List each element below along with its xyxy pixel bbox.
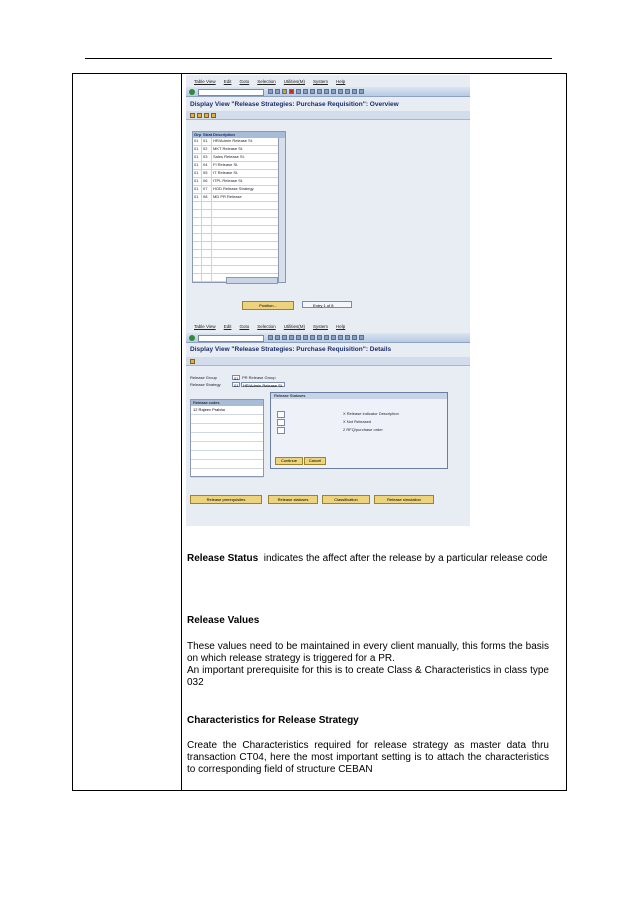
menu-bar [186, 79, 470, 85]
status-mark: X [343, 411, 346, 416]
menu-system[interactable]: System [312, 79, 328, 84]
back-icon[interactable] [275, 89, 280, 94]
release-values-text-1: These values need to be maintained in every client manually, this forms the basis on which release strategy is triggered for a PR. [187, 641, 549, 664]
table-row[interactable] [193, 162, 285, 170]
details-title: Display View "Release Strategies: Purchase Requisition": Details [190, 346, 392, 353]
shortcut-icon[interactable] [352, 335, 357, 340]
release-status-paragraph [187, 553, 549, 565]
back-icon[interactable] [275, 335, 280, 340]
column-divider [181, 74, 182, 790]
release-strategy-description: HR/Admin Release St. [243, 383, 284, 388]
release-strategy-grid [192, 131, 286, 283]
release-values-heading: Release Values [187, 615, 260, 626]
standard-toolbar [186, 87, 470, 97]
find-icon[interactable] [303, 335, 308, 340]
table-row-empty[interactable] [191, 469, 263, 478]
table-row-empty[interactable] [191, 460, 263, 469]
table-row-empty[interactable] [193, 258, 285, 266]
table-row[interactable] [193, 186, 285, 194]
cell-grp: 01 [193, 194, 202, 201]
release-statuses-dialog [270, 392, 448, 469]
cell-strat: 08 [202, 194, 212, 201]
status-row [343, 419, 371, 424]
table-row-empty[interactable] [191, 442, 263, 451]
menu-selection[interactable]: Selection [257, 324, 276, 329]
last-page-icon[interactable] [338, 89, 343, 94]
menu-help[interactable]: Help [336, 324, 346, 329]
cell-description: HOD Release Strategy [212, 186, 285, 193]
characteristics-text: Create the Characteristics required for release strategy as master data thru transaction CT04, here the most important setting is to attach the characteristics to corresponding field of structure CEBAN [187, 740, 549, 775]
cell-description: IT Release St. [212, 170, 285, 177]
application-toolbar [186, 111, 470, 120]
menu-utilities[interactable]: Utilities(M) [283, 79, 305, 84]
table-row-empty[interactable] [191, 433, 263, 442]
cell-grp: 01 [193, 178, 202, 185]
table-row-empty[interactable] [193, 242, 285, 250]
menu-goto[interactable]: Goto [239, 79, 250, 84]
cell-grp: 01 [193, 170, 202, 177]
find-icon[interactable] [303, 89, 308, 94]
menu-help[interactable]: Help [336, 79, 346, 84]
print-list-icon[interactable] [211, 113, 216, 118]
cell-grp: 01 [193, 162, 202, 169]
cell-description: HR/Admin Release St. [212, 138, 285, 145]
menu-goto[interactable]: Goto [239, 324, 250, 329]
cell-grp: 01 [193, 146, 202, 153]
print-icon[interactable] [296, 335, 301, 340]
command-field[interactable] [198, 335, 264, 342]
release-strategy-field[interactable]: 01 [234, 383, 239, 388]
table-row[interactable] [193, 178, 285, 186]
release-simulation-button[interactable]: Release simulation [374, 495, 434, 504]
first-page-icon[interactable] [317, 89, 322, 94]
exit-icon[interactable] [282, 89, 287, 94]
release-group-label: Release Group [190, 375, 217, 380]
release-codes-table [190, 399, 264, 477]
cell-strat: 04 [202, 162, 212, 169]
cell-grp: 01 [193, 154, 202, 161]
cell-strat: 03 [202, 154, 212, 161]
cell-strat: 01 [202, 138, 212, 145]
cell-grp: 01 [193, 138, 202, 145]
exit-icon[interactable] [282, 335, 287, 340]
table-row[interactable] [193, 170, 285, 178]
checkbox-icon[interactable] [277, 411, 285, 418]
col-description[interactable]: Description [213, 132, 236, 137]
menu-bar-details [186, 324, 470, 330]
prev-page-icon[interactable] [324, 89, 329, 94]
table-row-empty[interactable] [193, 250, 285, 258]
menu-table-view[interactable]: Table View [194, 324, 216, 329]
next-page-icon[interactable] [331, 89, 336, 94]
characteristics-heading: Characteristics for Release Strategy [187, 715, 359, 726]
release-status-text: indicates the affect after the release by a particular release code [263, 553, 548, 564]
release-values-text-2: An important prerequisite for this is to create Class & Characteristics in class type 032 [187, 665, 549, 688]
table-row-empty[interactable] [193, 234, 285, 242]
find-next-icon[interactable] [310, 89, 315, 94]
toolbar-icons [268, 89, 364, 94]
cell-description: MKT Release St. [212, 146, 285, 153]
table-row[interactable] [193, 194, 285, 202]
details-icon[interactable] [190, 113, 195, 118]
table-row[interactable] [193, 154, 285, 162]
enter-icon[interactable] [189, 89, 195, 95]
cancel-icon[interactable] [289, 89, 294, 94]
cell-grp: 01 [193, 186, 202, 193]
first-page-icon[interactable] [317, 335, 322, 340]
standard-toolbar-details [186, 333, 470, 343]
help-icon[interactable] [359, 335, 364, 340]
release-group-field[interactable]: 01 [234, 376, 239, 381]
sap-screenshot [186, 75, 470, 526]
vertical-scrollbar[interactable] [278, 138, 285, 282]
status-text: Release indicator Description [346, 411, 399, 416]
new-session-icon[interactable] [345, 89, 350, 94]
cell-description: Sales Release St. [212, 154, 285, 161]
application-toolbar-details [186, 357, 470, 366]
cell-strat: 05 [202, 170, 212, 177]
cell-strat: 02 [202, 146, 212, 153]
table-row-empty[interactable] [193, 210, 285, 218]
save-icon[interactable] [268, 89, 273, 94]
status-text: RFQ/purchase order [346, 427, 383, 432]
menu-selection[interactable]: Selection [257, 79, 276, 84]
release-statuses-button[interactable]: Release statuses [268, 495, 318, 504]
menu-utilities[interactable]: Utilities(M) [283, 324, 305, 329]
table-row-empty[interactable] [191, 415, 263, 424]
new-session-icon[interactable] [345, 335, 350, 340]
menu-edit[interactable]: Edit [223, 79, 232, 84]
toolbar-icons [268, 335, 364, 340]
command-field[interactable] [198, 89, 264, 96]
release-prerequisites-button[interactable]: Release prerequisites [190, 495, 262, 504]
find-next-icon[interactable] [310, 335, 315, 340]
prev-page-icon[interactable] [324, 335, 329, 340]
table-row-empty[interactable] [193, 202, 285, 210]
release-group-description: PR Release Group [242, 375, 276, 380]
next-page-icon[interactable] [331, 335, 336, 340]
release-codes-header: Release codes [191, 400, 263, 406]
continue-button[interactable]: Continue [275, 457, 303, 465]
display-change-icon[interactable] [190, 359, 195, 364]
checkbox-icon[interactable] [277, 427, 285, 434]
table-row[interactable] [193, 138, 285, 146]
horizontal-scrollbar[interactable] [226, 277, 278, 284]
table-row[interactable] [193, 146, 285, 154]
col-grp[interactable]: Grp [194, 132, 202, 137]
table-row[interactable]: 12 Rajeev Prabhu [191, 406, 263, 415]
checkbox-icon[interactable] [277, 419, 285, 426]
table-row-empty[interactable] [193, 218, 285, 226]
table-row-empty[interactable] [193, 266, 285, 274]
cancel-icon[interactable] [289, 335, 294, 340]
release-status-heading: Release Status [187, 553, 259, 564]
help-icon[interactable] [359, 89, 364, 94]
cell-strat: 07 [202, 186, 212, 193]
entry-counter: Entry 1 of 8 [302, 301, 352, 308]
status-mark: X [343, 419, 346, 424]
position-button[interactable]: Position... [242, 301, 294, 310]
status-text: Not Released [346, 419, 372, 424]
cell-description: FI Release St. [212, 162, 285, 169]
enter-icon[interactable] [189, 335, 195, 341]
menu-edit[interactable]: Edit [223, 324, 232, 329]
print-icon[interactable] [296, 89, 301, 94]
table-row-empty[interactable] [191, 424, 263, 433]
table-row-empty[interactable] [193, 226, 285, 234]
menu-system[interactable]: System [312, 324, 328, 329]
overview-title: Display View "Release Strategies: Purchase Requisition": Overview [190, 101, 399, 108]
cell-description: ITPL Release St. [212, 178, 285, 185]
classification-button[interactable]: Classification [322, 495, 370, 504]
table-row-empty[interactable] [191, 451, 263, 460]
select-all-icon[interactable] [197, 113, 202, 118]
save-icon[interactable] [268, 335, 273, 340]
cancel-button[interactable]: Cancel [304, 457, 326, 465]
deselect-icon[interactable] [204, 113, 209, 118]
dialog-title: Release Statuses [271, 393, 447, 399]
col-strat[interactable]: Strat [203, 132, 213, 137]
menu-table-view[interactable]: Table View [194, 79, 216, 84]
status-row [343, 427, 383, 432]
status-row [343, 411, 399, 416]
shortcut-icon[interactable] [352, 89, 357, 94]
cell-description: MD PR Release [212, 194, 285, 201]
cell-strat: 06 [202, 178, 212, 185]
last-page-icon[interactable] [338, 335, 343, 340]
status-mark: 2 [343, 427, 346, 432]
top-rule [85, 58, 552, 59]
release-strategy-label: Release Strategy [190, 382, 221, 387]
